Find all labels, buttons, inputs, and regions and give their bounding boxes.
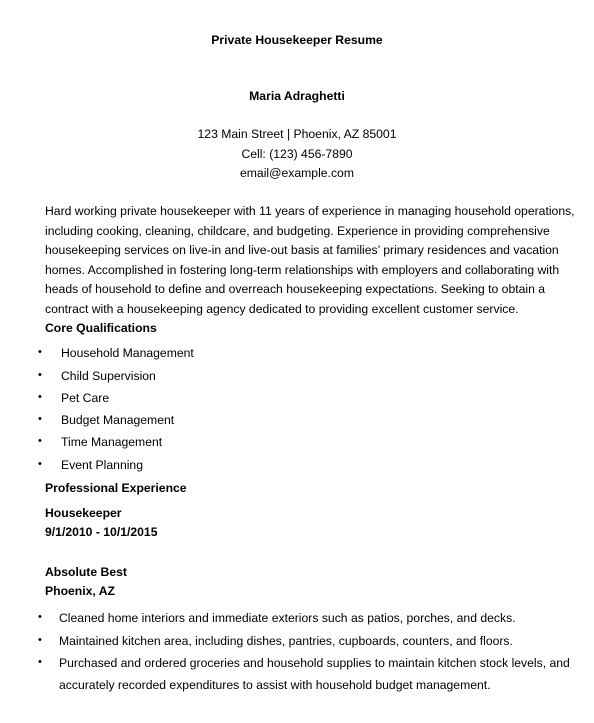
summary-line: Hard working private housekeeper with 11 years of experience in managing household operations,: [45, 204, 575, 218]
document-title: Private Housekeeper Resume: [211, 33, 383, 47]
candidate-name: Maria Adraghetti: [249, 89, 345, 103]
qualification-label: Time Management: [61, 435, 163, 449]
contact-email: email@example.com: [240, 166, 354, 180]
qualifications-heading: Core Qualifications: [45, 321, 157, 335]
bullet-icon: •: [38, 369, 42, 381]
job-title: Housekeeper: [45, 506, 122, 520]
bullet-icon: •: [38, 611, 42, 623]
qualification-label: Event Planning: [61, 458, 143, 472]
summary-line: heads of household to define and overreach housekeeping expectations. Seeking to obtain a: [45, 282, 546, 297]
bullet-icon: •: [38, 346, 42, 358]
bullet-icon: •: [38, 391, 42, 403]
professional-summary: [45, 202, 575, 320]
summary-line: contract with a housekeeping agency dedicated to providing excellent customer service.: [45, 301, 519, 316]
summary-line: housekeeping services on live-in and live-out basis at families’ primary residences and vacation: [45, 243, 559, 258]
summary-line: including cooking, cleaning, childcare, and budgeting. Experience in providing comprehensive: [45, 223, 550, 238]
duty-text: Purchased and ordered groceries and household supplies to maintain kitchen stock levels, and: [59, 656, 570, 670]
experience-heading: Professional Experience: [45, 481, 187, 495]
bullet-icon: •: [38, 656, 42, 668]
bullet-icon: •: [38, 458, 42, 470]
bullet-icon: •: [38, 413, 42, 425]
bullet-icon: •: [38, 634, 42, 646]
qualification-label: Child Supervision: [61, 369, 156, 383]
qualification-label: Budget Management: [61, 413, 175, 427]
contact-address: 123 Main Street | Phoenix, AZ 85001: [197, 127, 397, 141]
qualification-label: Household Management: [61, 346, 194, 360]
qualification-label: Pet Care: [61, 391, 110, 405]
duty-text: Maintained kitchen area, including dishes, pantries, cupboards, counters, and floors.: [59, 634, 513, 648]
employer-name: Absolute Best: [45, 565, 127, 579]
job-dates: 9/1/2010 - 10/1/2015: [45, 525, 158, 539]
bullet-icon: •: [38, 435, 42, 447]
employer-location: Phoenix, AZ: [45, 584, 115, 598]
duty-text: Cleaned home interiors and immediate exteriors such as patios, porches, and decks.: [59, 611, 516, 625]
duty-text: accurately recorded expenditures to assist with household budget management.: [59, 678, 491, 692]
contact-cell: Cell: (123) 456-7890: [241, 147, 353, 161]
summary-line: homes. Accomplished in fostering long-term relationships with employers and collaborating with: [45, 262, 560, 277]
